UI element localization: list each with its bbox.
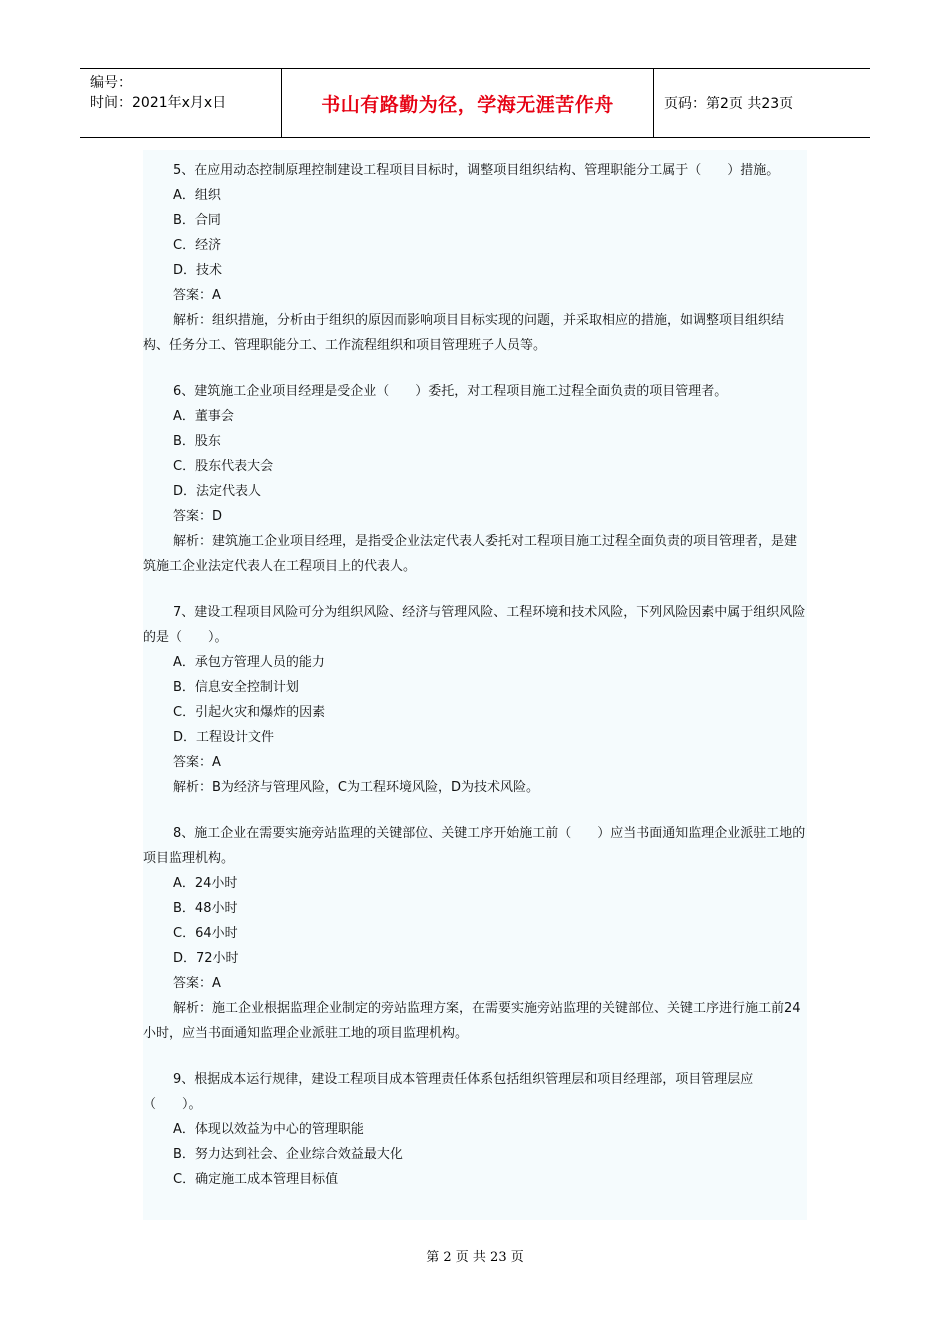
analysis: 解析：施工企业根据监理企业制定的旁站监理方案，在需要实施旁站监理的关键部位、关键工序进行施工前24小时，应当书面通知监理企业派驻工地的项目监理机构。: [143, 1001, 801, 1041]
page-footer: [0, 1246, 950, 1265]
option-a: A．24小时: [173, 876, 238, 891]
option-b: B．股东: [173, 434, 221, 449]
question-content: [143, 150, 807, 1220]
option-b: B．48小时: [173, 901, 238, 916]
question-text: 7、建设工程项目风险可分为组织风险、经济与管理风险、工程环境和技术风险，下列风险因素中属于组织风险的是（ ）。: [143, 605, 806, 645]
motto-text: 书山有路勤为径，学海无涯苦作舟: [321, 93, 614, 116]
analysis: 解析：建筑施工企业项目经理，是指受企业法定代表人委托对工程项目施工过程全面负责的项目管理者，是建筑施工企业法定代表人在工程项目上的代表人。: [143, 534, 798, 574]
question-text: 9、根据成本运行规律，建设工程项目成本管理责任体系包括组织管理层和项目经理部，项目管理层应（ ）。: [143, 1072, 754, 1112]
question-text: 5、在应用动态控制原理控制建设工程项目目标时，调整项目组织结构、管理职能分工属于（ ）措施。: [173, 163, 780, 178]
option-c: C．64小时: [173, 926, 238, 941]
option-b: B．合同: [173, 213, 221, 228]
answer: 答案：A: [173, 976, 221, 991]
question-block: [143, 158, 807, 358]
header-motto: [282, 69, 654, 137]
footer-page-number: 第 2 页 共 23 页: [426, 1250, 524, 1265]
option-c: C．引起火灾和爆炸的因素: [173, 705, 326, 720]
answer: 答案：A: [173, 288, 221, 303]
option-a: A．承包方管理人员的能力: [173, 655, 325, 670]
option-c: C．股东代表大会: [173, 459, 274, 474]
option-a: A．组织: [173, 188, 221, 203]
header-page-info: [654, 69, 870, 137]
time-label: 时间：2021年x月x日: [90, 95, 227, 111]
question-text: 6、建筑施工企业项目经理是受企业（ ）委托，对工程项目施工过程全面负责的项目管理者。: [173, 384, 728, 399]
page-info-text: 页码：第2页 共23页: [664, 96, 794, 112]
question-block: [143, 379, 807, 579]
question-block: [143, 600, 807, 800]
option-a: A．董事会: [173, 409, 234, 424]
answer: 答案：A: [173, 755, 221, 770]
option-c: C．确定施工成本管理目标值: [173, 1172, 339, 1187]
option-d: D．工程设计文件: [173, 730, 275, 745]
option-b: B．信息安全控制计划: [173, 680, 299, 695]
number-label: 编号：: [90, 75, 132, 91]
option-b: B．努力达到社会、企业综合效益最大化: [173, 1147, 403, 1162]
question-block: [143, 1067, 807, 1192]
document-header: [80, 68, 870, 138]
question-block: [143, 821, 807, 1046]
option-d: D．法定代表人: [173, 484, 262, 499]
analysis: 解析：B为经济与管理风险，C为工程环境风险，D为技术风险。: [173, 780, 540, 795]
answer: 答案：D: [173, 509, 223, 524]
option-a: A．体现以效益为中心的管理职能: [173, 1122, 364, 1137]
option-d: D．技术: [173, 263, 223, 278]
header-meta: [80, 69, 282, 137]
question-text: 8、施工企业在需要实施旁站监理的关键部位、关键工序开始施工前（ ）应当书面通知监理企业派驻工地的项目监理机构。: [143, 826, 806, 866]
option-d: D．72小时: [173, 951, 239, 966]
analysis: 解析：组织措施，分析由于组织的原因而影响项目目标实现的问题，并采取相应的措施，如调整项目组织结构、任务分工、管理职能分工、工作流程组织和项目管理班子人员等。: [143, 313, 785, 353]
option-c: C．经济: [173, 238, 222, 253]
